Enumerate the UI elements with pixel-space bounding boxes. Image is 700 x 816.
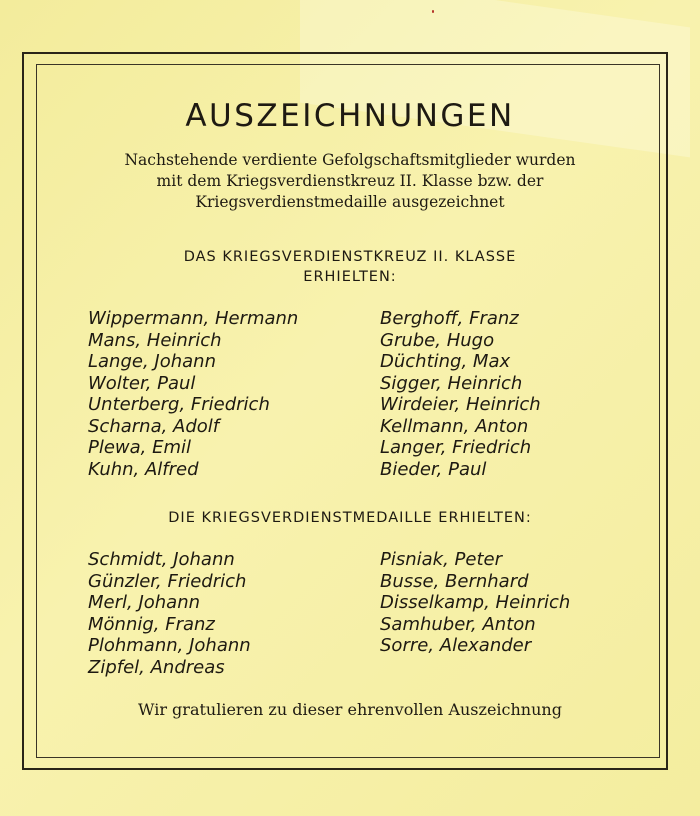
cross-recipients-left: [88, 308, 298, 480]
section-heading-medal: DIE KRIEGSVERDIENSTMEDAILLE ERHIELTEN:: [168, 510, 532, 526]
section-heading-line: DAS KRIEGSVERDIENSTKREUZ II. KLASSE: [183, 249, 517, 265]
section-heading-cross: [120, 247, 580, 287]
recipient-name: Düchting, Max: [380, 351, 511, 372]
intro-line: Nachstehende verdiente Gefolgschaftsmitglieder wurden: [124, 151, 576, 169]
recipient-name: Plohmann, Johann: [88, 635, 251, 656]
recipient-name: Unterberg, Friedrich: [88, 394, 270, 415]
intro-text: [80, 150, 620, 213]
recipient-name: Kellmann, Anton: [380, 415, 529, 437]
page-title: AUSZEICHNUNGEN: [185, 98, 515, 134]
recipient-name: Busse, Bernhard: [380, 570, 529, 592]
recipient-name: Günzler, Friedrich: [88, 570, 247, 592]
recipient-name: Berghoff, Franz: [380, 308, 519, 329]
closing-line: Wir gratulieren zu dieser ehrenvollen Auszeichnung: [138, 700, 562, 719]
recipient-name: Lange, Johann: [88, 351, 216, 372]
recipient-name: Langer, Friedrich: [380, 437, 532, 458]
medal-recipients-right: [380, 549, 570, 657]
recipient-name: Bieder, Paul: [380, 458, 487, 480]
recipient-name: Sorre, Alexander: [380, 635, 532, 656]
recipient-name: Kuhn, Alfred: [88, 458, 199, 480]
recipient-name: Scharna, Adolf: [88, 415, 220, 437]
recipient-name: Wolter, Paul: [88, 372, 196, 394]
recipient-name: Plewa, Emil: [88, 437, 192, 458]
recipient-name: Wirdeier, Heinrich: [380, 394, 541, 415]
recipient-name: Mans, Heinrich: [88, 329, 222, 351]
recipient-name: Schmidt, Johann: [88, 549, 235, 570]
recipient-name: Sigger, Heinrich: [380, 372, 523, 394]
intro-line: Kriegsverdienstmedaille ausgezeichnet: [195, 193, 505, 211]
medal-recipients-left: [88, 549, 251, 678]
recipient-name: Mönnig, Franz: [88, 613, 215, 635]
recipient-name: Zipfel, Andreas: [88, 656, 225, 678]
ink-speck: [432, 10, 434, 13]
recipient-name: Pisniak, Peter: [380, 549, 503, 570]
cross-recipients-right: [380, 308, 541, 480]
recipient-name: Disselkamp, Heinrich: [380, 592, 571, 613]
recipient-name: Samhuber, Anton: [380, 613, 536, 635]
recipient-name: Wippermann, Hermann: [88, 308, 299, 329]
section-heading-line: ERHIELTEN:: [303, 269, 397, 285]
intro-line: mit dem Kriegsverdienstkreuz II. Klasse bzw. der: [156, 172, 544, 190]
recipient-name: Merl, Johann: [88, 592, 201, 613]
recipient-name: Grube, Hugo: [380, 329, 495, 351]
